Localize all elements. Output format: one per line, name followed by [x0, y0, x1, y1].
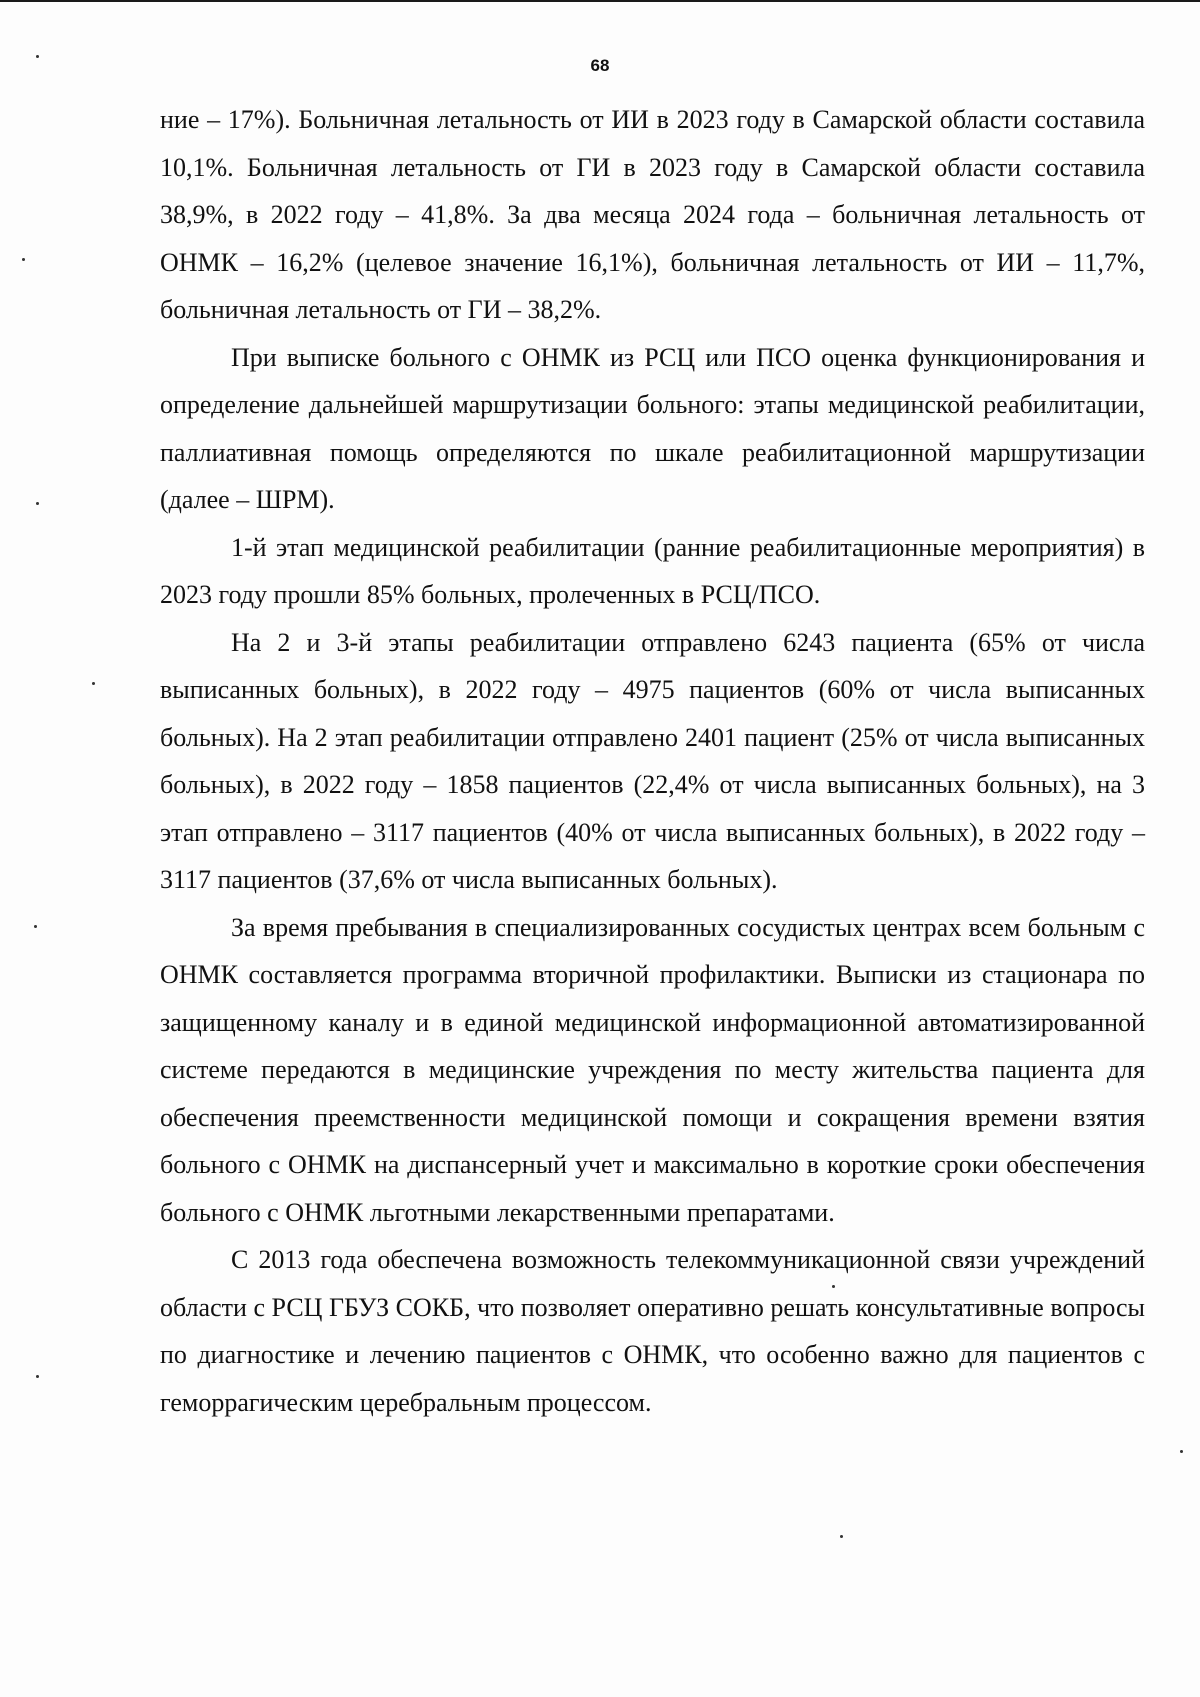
- paragraph-rehab-stage-1: 1-й этап медицинской реабилитации (ранние реабилитационные мероприятия) в 2023 году прошли 85% больных, пролеченных в РСЦ/ПСО.: [160, 532, 1145, 609]
- scan-speck: [36, 502, 39, 505]
- paragraph-continuation: ние – 17%). Больничная летальность от ИИ в 2023 году в Самарской области составила 10,1%. Больничная летальность от ГИ в 2023 году в Самарской области составила 38,9%, в 2022 году – 41,8%. За два месяца 2024 года – больничная летальность от ОНМК – 16,2% (целевое значение 16,1%), больничная летальность от ИИ – 11,7%, больничная летальность от ГИ – 38,2%.: [160, 105, 1145, 324]
- page-number: 68: [590, 56, 610, 75]
- scan-speck: [36, 55, 39, 58]
- paragraph-secondary-prevention: За время пребывания в специализированных сосудистых центрах всем больным с ОНМК составляется программа вторичной профилактики. Выписки из стационара по защищенному каналу и в единой медицинской информационной автоматизированной системе передаются в медицинские учреждения по месту жительства пациента для обеспечения преемственности медицинской помощи и сокращения времени взятия больного с ОНМК на диспансерный учет и максимально в короткие сроки обеспечения больного с ОНМК льготными лекарственными препаратами.: [160, 912, 1145, 1227]
- scan-speck: [34, 925, 37, 928]
- paragraph-telecommunication: С 2013 года обеспечена возможность телекоммуникационной связи учреждений области с РСЦ ГБУЗ СОКБ, что позволяет оперативно решать консультативные вопросы по диагностике и лечению пациентов с ОНМК, что особенно важно для пациентов с геморрагическим церебральным процессом.: [160, 1245, 1145, 1417]
- scan-speck: [1180, 1450, 1183, 1453]
- paragraph-rehab-stages-2-3: На 2 и 3-й этапы реабилитации отправлено 6243 пациента (65% от числа выписанных больных), в 2022 году – 4975 пациентов (60% от числа выписанных больных). На 2 этап реабилитации отправлено 2401 пациент (25% от числа выписанных больных), в 2022 году – 1858 пациентов (22,4% от числа выписанных больных), на 3 этап отправлено – 3117 пациентов (40% от числа выписанных больных), в 2022 году – 3117 пациентов (37,6% от числа выписанных больных).: [160, 627, 1145, 894]
- scan-top-edge: [0, 0, 1200, 2]
- scan-speck: [92, 682, 95, 685]
- paragraph-discharge-assessment: При выписке больного с ОНМК из РСЦ или ПСО оценка функционирования и определение дальнейшей маршрутизации больного: этапы медицинской реабилитации, паллиативная помощь определяются по шкале реабилитационной маршрутизации (далее – ШРМ).: [160, 342, 1145, 514]
- scan-speck: [22, 258, 25, 261]
- body-text: [160, 96, 1145, 1426]
- scan-speck: [36, 1375, 39, 1378]
- scan-speck: [832, 1285, 835, 1288]
- scan-speck: [840, 1535, 843, 1538]
